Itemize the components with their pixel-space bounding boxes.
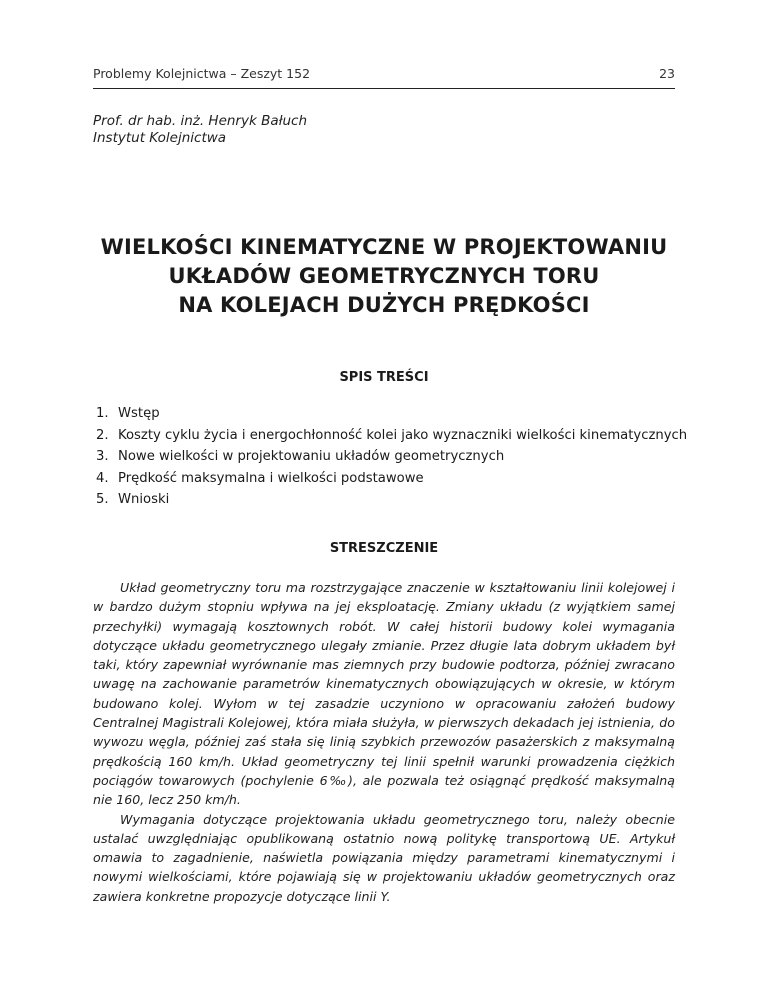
running-header [93,66,675,81]
toc-item-label: Koszty cyklu życia i energochłonność kolei jako wyznaczniki wielkości kinematycznych [118,427,688,443]
abstract-paragraph: Układ geometryczny toru ma rozstrzygające znaczenie w kształtowaniu linii kolejowej i w bardzo dużym stopniu wpływa na jej eksploatację. Zmiany układu (z wyjątkiem samej przechyłki) wymagają kosztownych robót. W całej historii budowy kolei wymagania dotyczące układu geometrycznego ulegały zmianie. Przez długie lata dobrym układem był taki, który zapewniał wyrównanie mas ziemnych przy budowie podtorza, później zwracano uwagę na zachowanie parametrów kinematycznych obowiązujących w okresie, w którym budowano kolej. Wyłom w tej zasadzie uczyniono w opracowaniu założeń budowy Centralnej Magistrali Kolejowej, która miała służyła, w pierwszych dekadach jej istnienia, do wywozu węgla, później zaś stała się linią szybkich przewozów pasażerskich z maksymalną prędkością 160 km/h. Układ geometryczny tej linii spełnił warunki prowadzenia ciężkich pociągów towarowych (pochylenie 6‰), ale pozwala też osiągnąć prędkość maksymalną nie 160, lecz 250 km/h. [93,580,675,808]
journal-name: Problemy Kolejnictwa – Zeszyt 152 [93,66,311,81]
toc-item [96,403,716,425]
toc-item-label: Wnioski [118,492,170,507]
abstract-body [93,578,675,906]
title-line: UKŁADÓW GEOMETRYCZNYCH TORU [168,264,600,288]
toc-item [96,425,716,447]
toc-item-number: 1. [96,406,109,421]
page-number: 23 [659,66,675,81]
header-rule [93,88,675,89]
toc-item-number: 4. [96,470,109,486]
toc-item-label: Nowe wielkości w projektowaniu układów geometrycznych [118,449,505,464]
author-block [93,113,307,147]
toc-item [96,446,716,468]
author-name: Prof. dr hab. inż. Henryk Bałuch [93,113,308,129]
article-title [60,233,708,320]
toc-item [96,468,716,490]
toc-item [96,489,716,511]
abstract-heading: STRESZCZENIE [329,541,439,556]
author-affiliation: Instytut Kolejnictwa [93,130,227,146]
toc-heading: SPIS TREŚCI [339,370,429,385]
toc-item-number: 5. [96,492,109,507]
abstract-paragraph: Wymagania dotyczące projektowania układu geometrycznego toru, należy obecnie ustalać uwzględniając opublikowaną ostatnio nową politykę transportową UE. Artykuł omawia to zagadnienie, naświetla powiązania między parametrami kinematycznymi i nowymi wielkościami, które pojawiają się w projektowaniu układów geometrycznych oraz zawiera konkretne propozycje dotyczące linii Y. [93,811,675,904]
toc-item-number: 3. [96,449,109,464]
title-line: WIELKOŚCI KINEMATYCZNE W PROJEKTOWANIU [100,235,668,259]
toc-item-label: Prędkość maksymalna i wielkości podstawowe [118,470,424,486]
title-line: NA KOLEJACH DUŻYCH PRĘDKOŚCI [178,293,590,317]
toc-item-label: Wstęp [118,406,160,421]
toc-item-number: 2. [96,427,109,443]
table-of-contents [96,403,716,511]
